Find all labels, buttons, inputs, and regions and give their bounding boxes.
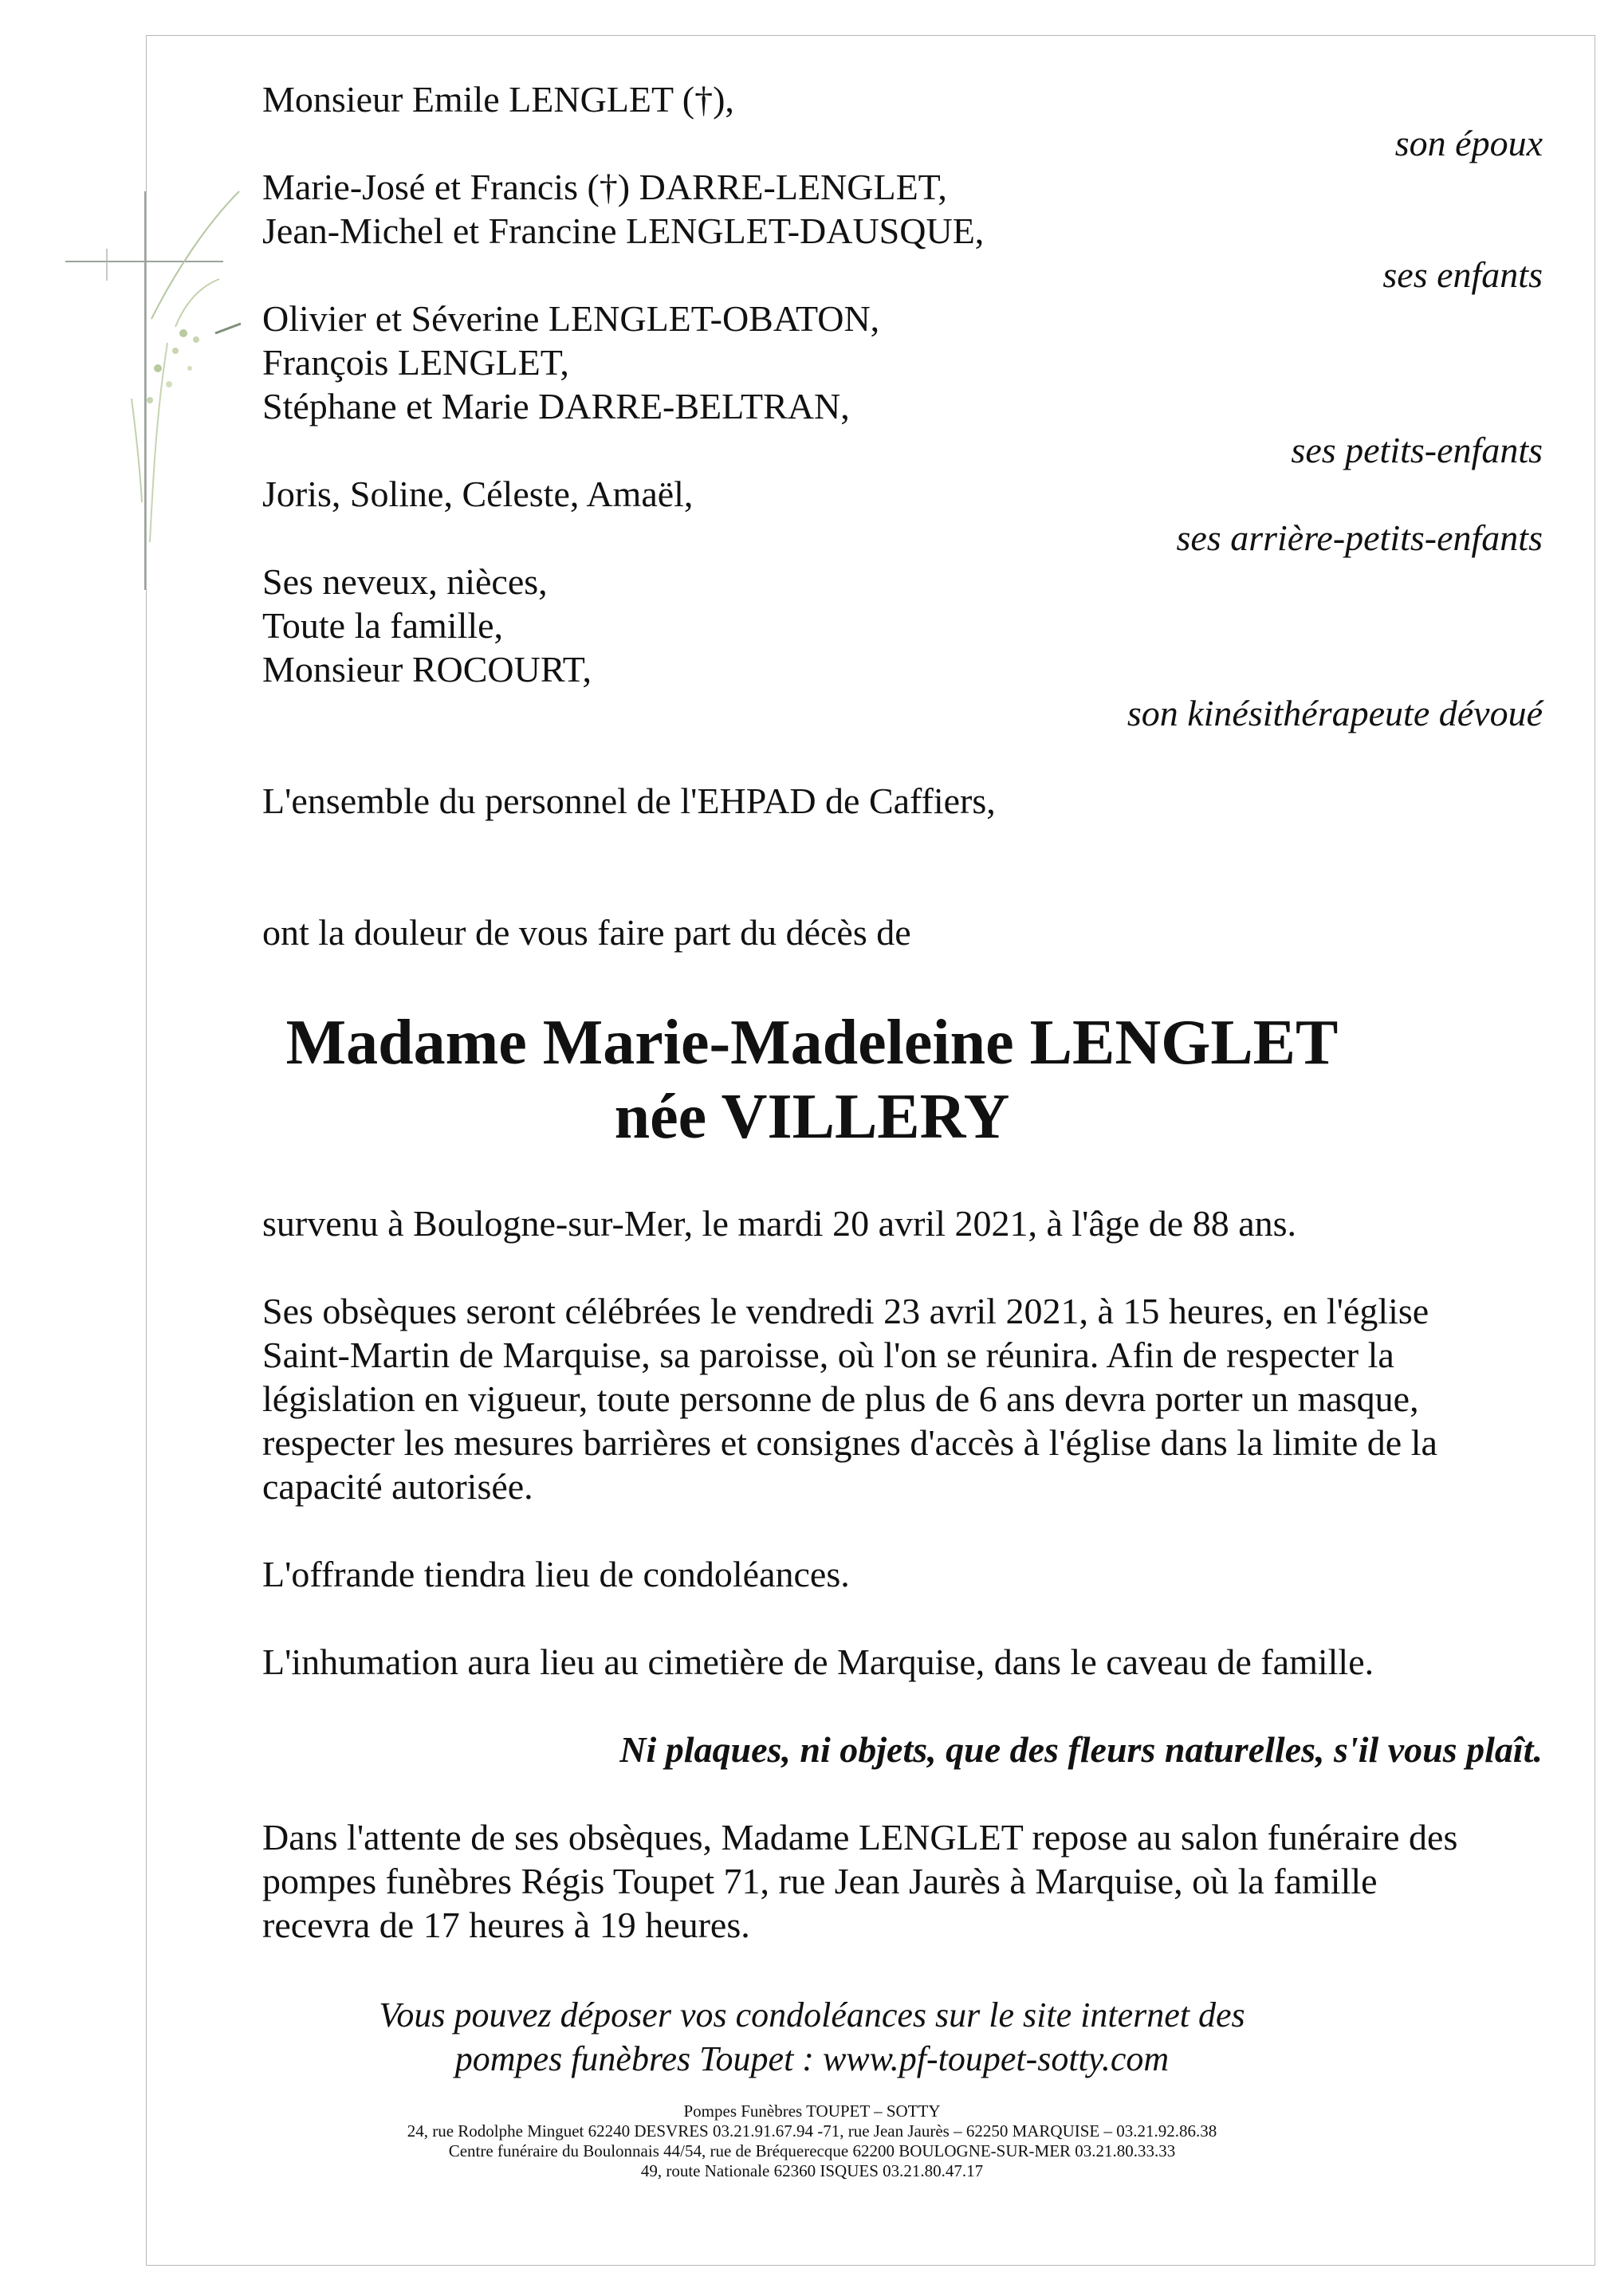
flowers-note: Ni plaques, ni objets, que des fleurs naturelles, s'il vous plaît. xyxy=(619,1729,1543,1770)
other-relatives: Ses neveux, nièces, xyxy=(262,561,548,602)
death-details: survenu à Boulogne-sur-Mer, le mardi 20 avril 2021, à l'âge de 88 ans. xyxy=(262,1203,1297,1244)
grandchild-name: François LENGLET, xyxy=(262,342,569,383)
announcement-text: ont la douleur de vous faire part du décès de xyxy=(262,912,911,953)
visitation-line: recevra de 17 heures à 19 heures. xyxy=(262,1905,750,1945)
footer-company: Pompes Funèbres TOUPET – SOTTY xyxy=(683,2101,941,2121)
visitation-line: Dans l'attente de ses obsèques, Madame LENGLET repose au salon funéraire des xyxy=(262,1817,1458,1858)
visitation-line: pompes funèbres Régis Toupet 71, rue Jean Jaurès à Marquise, où la famille xyxy=(262,1861,1378,1901)
deceased-maiden-name: née VILLERY xyxy=(614,1082,1010,1152)
funeral-details-line: législation en vigueur, toute personne de plus de 6 ans devra porter un masque, xyxy=(262,1378,1419,1419)
physiotherapist-role: son kinésithérapeute dévoué xyxy=(1127,693,1543,733)
funeral-details-line: respecter les mesures barrières et consignes d'accès à l'église dans la limite de la xyxy=(262,1422,1437,1463)
grandchild-name: Olivier et Séverine LENGLET-OBATON, xyxy=(262,298,880,339)
deceased-name: Madame Marie-Madeleine LENGLET xyxy=(285,1008,1339,1078)
condolences-website: pompes funèbres Toupet : www.pf-toupet-sotty.com xyxy=(454,2039,1170,2078)
footer-address: 24, rue Rodolphe Minguet 62240 DESVRES 03.21.91.67.94 -71, rue Jean Jaurès – 62250 MARQUISE – 03.21.92.86.38 xyxy=(407,2121,1217,2141)
ehpad-staff: L'ensemble du personnel de l'EHPAD de Caffiers, xyxy=(262,780,996,821)
other-relatives: Toute la famille, xyxy=(262,605,504,646)
footer-address: Centre funéraire du Boulonnais 44/54, rue de Bréquerecque 62200 BOULOGNE-SUR-MER 03.21.80.33.33 xyxy=(448,2141,1176,2160)
great-grandchildren-names: Joris, Soline, Céleste, Amaël, xyxy=(262,474,694,514)
funeral-details-line: Ses obsèques seront célébrées le vendredi 23 avril 2021, à 15 heures, en l'église xyxy=(262,1291,1429,1331)
grandchild-name: Stéphane et Marie DARRE-BELTRAN, xyxy=(262,386,850,427)
cross-flower-decoration-icon xyxy=(56,159,247,606)
funeral-details-line: Saint-Martin de Marquise, sa paroisse, où l'on se réunira. Afin de respecter la xyxy=(262,1335,1394,1375)
offering-note: L'offrande tiendra lieu de condoléances. xyxy=(262,1554,850,1594)
great-grandchildren-role: ses arrière-petits-enfants xyxy=(1176,517,1543,558)
condolences-line: Vous pouvez déposer vos condoléances sur le site internet des xyxy=(379,1995,1245,2035)
child-name: Marie-José et Francis (†) DARRE-LENGLET, xyxy=(262,167,947,207)
burial-note: L'inhumation aura lieu au cimetière de Marquise, dans le caveau de famille. xyxy=(262,1641,1374,1682)
funeral-details-line: capacité autorisée. xyxy=(262,1466,533,1507)
other-relatives: Monsieur ROCOURT, xyxy=(262,649,592,690)
spouse-name: Monsieur Emile LENGLET (†), xyxy=(262,79,734,120)
children-role: ses enfants xyxy=(1382,254,1543,295)
grandchildren-role: ses petits-enfants xyxy=(1291,430,1543,470)
footer-address: 49, route Nationale 62360 ISQUES 03.21.80.47.17 xyxy=(640,2161,984,2180)
child-name: Jean-Michel et Francine LENGLET-DAUSQUE, xyxy=(262,210,985,251)
spouse-role: son époux xyxy=(1394,123,1543,163)
